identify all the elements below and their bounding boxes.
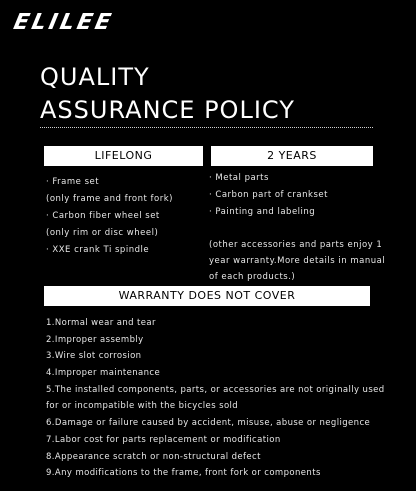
lifelong-list xyxy=(46,174,173,259)
warranty-list xyxy=(46,315,385,482)
warranty-header: WARRANTY DOES NOT COVER xyxy=(44,286,370,306)
brand-logo: ELILEE xyxy=(11,10,116,35)
lifelong-item: · XXE crank Ti spindle xyxy=(46,245,150,255)
warranty-item: 2.Improper assembly xyxy=(46,334,144,345)
two-years-item: · Carbon part of crankset xyxy=(209,190,328,200)
warranty-item: 5.The installed components, parts, or accessories are not originally used xyxy=(46,384,385,395)
page-title xyxy=(40,61,295,127)
title-line-1: QUALITY xyxy=(40,63,150,91)
warranty-item: 7.Labor cost for parts replacement or modification xyxy=(46,434,281,445)
note-line: year warranty.More details in manual xyxy=(209,256,386,266)
two-years-item: · Metal parts xyxy=(209,173,269,183)
warranty-item: 3.Wire slot corrosion xyxy=(46,351,142,362)
lifelong-item: · Carbon fiber wheel set xyxy=(46,211,160,221)
lifelong-header: LIFELONG xyxy=(44,146,203,166)
dotted-divider xyxy=(40,127,373,128)
title-line-2: ASSURANCE POLICY xyxy=(40,96,295,124)
lifelong-item: (only frame and front fork) xyxy=(46,194,173,204)
two-years-header: 2 YEARS xyxy=(211,146,373,166)
two-years-note xyxy=(209,237,385,285)
warranty-item: 6.Damage or failure caused by accident, misuse, abuse or negligence xyxy=(46,418,371,429)
warranty-item: 9.Any modifications to the frame, front fork or components xyxy=(46,468,321,479)
warranty-item: 1.Normal wear and tear xyxy=(46,318,156,328)
note-line: of each products.) xyxy=(209,272,296,282)
warranty-item: 4.Improper maintenance xyxy=(46,368,161,379)
warranty-item: 8.Appearance scratch or non-structural defect xyxy=(46,451,261,462)
two-years-item: · Painting and labeling xyxy=(209,207,316,217)
lifelong-item: (only rim or disc wheel) xyxy=(46,228,159,238)
two-years-list xyxy=(209,170,328,221)
warranty-item: for or incompatible with the bicycles sold xyxy=(46,401,239,412)
note-line: (other accessories and parts enjoy 1 xyxy=(209,240,383,250)
lifelong-item: · Frame set xyxy=(46,177,100,187)
